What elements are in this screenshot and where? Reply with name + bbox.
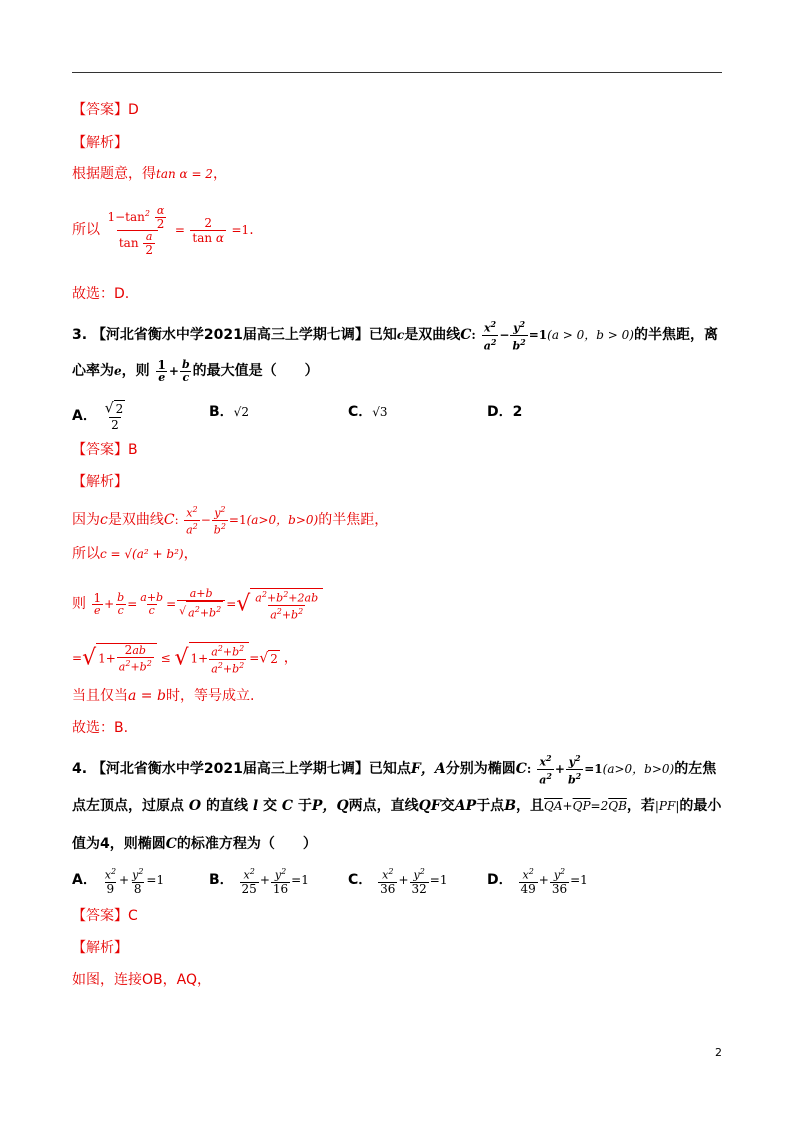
q4-stem-line1: 4. 【河北省衡水中学2021届高三上学期七调】已知点F，A分别为椭圆C: $\frac{x^2}{a^2}$ + $\frac{y^2}{b^2}$ =1(a>0，b>0)的左焦 [72,753,717,787]
q2-line2-math: $1-\tan^2$ $\frac{\alpha}{2}$ tan $\frac{a}{2}$ [107,203,165,257]
q3-option-d-value: 2 [512,404,523,420]
q3-option-b-value: √2 [233,405,249,419]
q3-choose: 故选：B. [72,720,129,736]
q3-option-a[interactable]: A． $\frac{√ 2}{2}$ [72,400,128,432]
q3-condition: (a > 0，b > 0) [547,328,634,343]
q3-analysis-label: 【解析】 [72,474,128,490]
q3-stem-line2: 心率为e，则 $\frac{1}{e}$ + $\frac{b}{c}$ 的最大值是（ ） [72,357,319,384]
q4-option-a[interactable]: A． $\frac{x^2}{9}$ + $\frac{y^2}{8}$ =1 [72,867,165,896]
q4-stem-line3: 值为4，则椭圆C的标准方程为（ ） [72,836,317,852]
q3-solution-line1: 因为c是双曲线C: $\frac{x^2}{a^2}$ − $\frac{y^2}{b^2}$ =1(a>0，b>0)的半焦距， [72,505,389,537]
q4-answer: 【答案】C [72,908,138,924]
q2-line2: 所以 $1-\tan^2$ $\frac{\alpha}{2}$ tan $\frac{a}{2}$ = $\frac{2}{\text{tan α}}$ =1. [72,203,254,257]
q3-solution-line2: 所以c = √(a² + b²)， [72,546,198,562]
q4-option-d[interactable]: D． $\frac{x^2}{49}$ + $\frac{y^2}{36}$ =1 [487,867,588,896]
q3-s4-math: =√ 1+ $\frac{2ab}{a^2+b^2}$ ≤ √ 1+ $\frac{a^2+b^2}{a^2+b^2}$ =√ 2 [72,643,278,676]
q4-source: 【河北省衡水中学2021届高三上学期七调】 [91,761,369,778]
q2-choose: 故选：D. [72,286,130,302]
q3-solution-line4: =√ 1+ $\frac{2ab}{a^2+b^2}$ ≤ √ 1+ $\frac{a^2+b^2}{a^2+b^2}$ =√ 2 ， [72,643,298,676]
q3-solution-line3: 则 $\frac{1}{e}$ + $\frac{b}{c}$ = $\frac{a+b}{c}$ = $\frac{a+b}{√ a^2+b^2}$ =√ $\frac{a^2+b^2+2ab}{a^2+b^2}$ [72,584,323,625]
q2-line1: 根据题意，得tan α = 2， [72,166,227,182]
q2-answer-value: D [128,102,139,118]
header-rule [72,72,722,73]
q4-option-a-value: $\frac{x^2}{9}$ + $\frac{y^2}{8}$ =1 [104,867,165,896]
page-number: 2 [715,1046,722,1059]
q3-option-b[interactable]: B．√2 [209,404,249,420]
q4-option-c-value: $\frac{x^2}{36}$ + $\frac{y^2}{32}$ =1 [380,867,448,896]
q3-option-c[interactable]: C．√3 [348,404,388,420]
q2-analysis-label: 【解析】 [72,135,128,151]
q4-option-d-value: $\frac{x^2}{49}$ + $\frac{y^2}{36}$ =1 [520,867,588,896]
q3-s3-math: $\frac{1}{e}$ + $\frac{b}{c}$ = $\frac{a+b}{c}$ = $\frac{a+b}{√ a^2+b^2}$ =√ $\frac{a^2+b^2+2ab}{a^2+b^2}$ [90,597,323,611]
q4-option-c[interactable]: C． $\frac{x^2}{36}$ + $\frac{y^2}{32}$ =1 [348,867,448,896]
q4-solution-line1: 如图，连接OB，AQ， [72,972,211,988]
q4-answer-value: C [128,908,138,924]
q3-source: 【河北省衡水中学2021届高三上学期七调】 [91,327,369,344]
q4-analysis-label: 【解析】 [72,940,128,956]
q3-option-d[interactable]: D．2 [487,404,523,420]
q3-s2-math: c = √(a² + b²) [100,547,184,561]
q3-answer-value: B [128,442,138,458]
q3-s5-math: a = b [128,688,166,704]
q4-option-b[interactable]: B． $\frac{x^2}{25}$ + $\frac{y^2}{16}$ =1 [209,867,309,896]
q3-stem-line1: 3. 【河北省衡水中学2021届高三上学期七调】已知c是双曲线C: $\frac{x^2}{a^2}$ − $\frac{y^2}{b^2}$ =1(a > 0，b > 0)的半焦距，离 [72,319,718,353]
q4-stem-line2: 点左顶点，过原点 O 的直线 l 交 C 于P，Q两点，直线QF交AP于点B，且$\overline{QA}+\overline{QP}=2\overline{QB}$，若|PF|的最小 [72,798,722,814]
q3-answer: 【答案】B [72,442,138,458]
q3-solution-line5: 当且仅当a = b时，等号成立. [72,688,255,704]
q3-option-a-value: $\frac{√ 2}{2}$ [104,400,124,432]
q4-option-b-value: $\frac{x^2}{25}$ + $\frac{y^2}{16}$ =1 [241,867,309,896]
q2-line1-math: tan α = 2 [156,167,213,181]
q3-option-c-value: √3 [372,405,388,419]
q2-answer: 【答案】D [72,102,139,118]
